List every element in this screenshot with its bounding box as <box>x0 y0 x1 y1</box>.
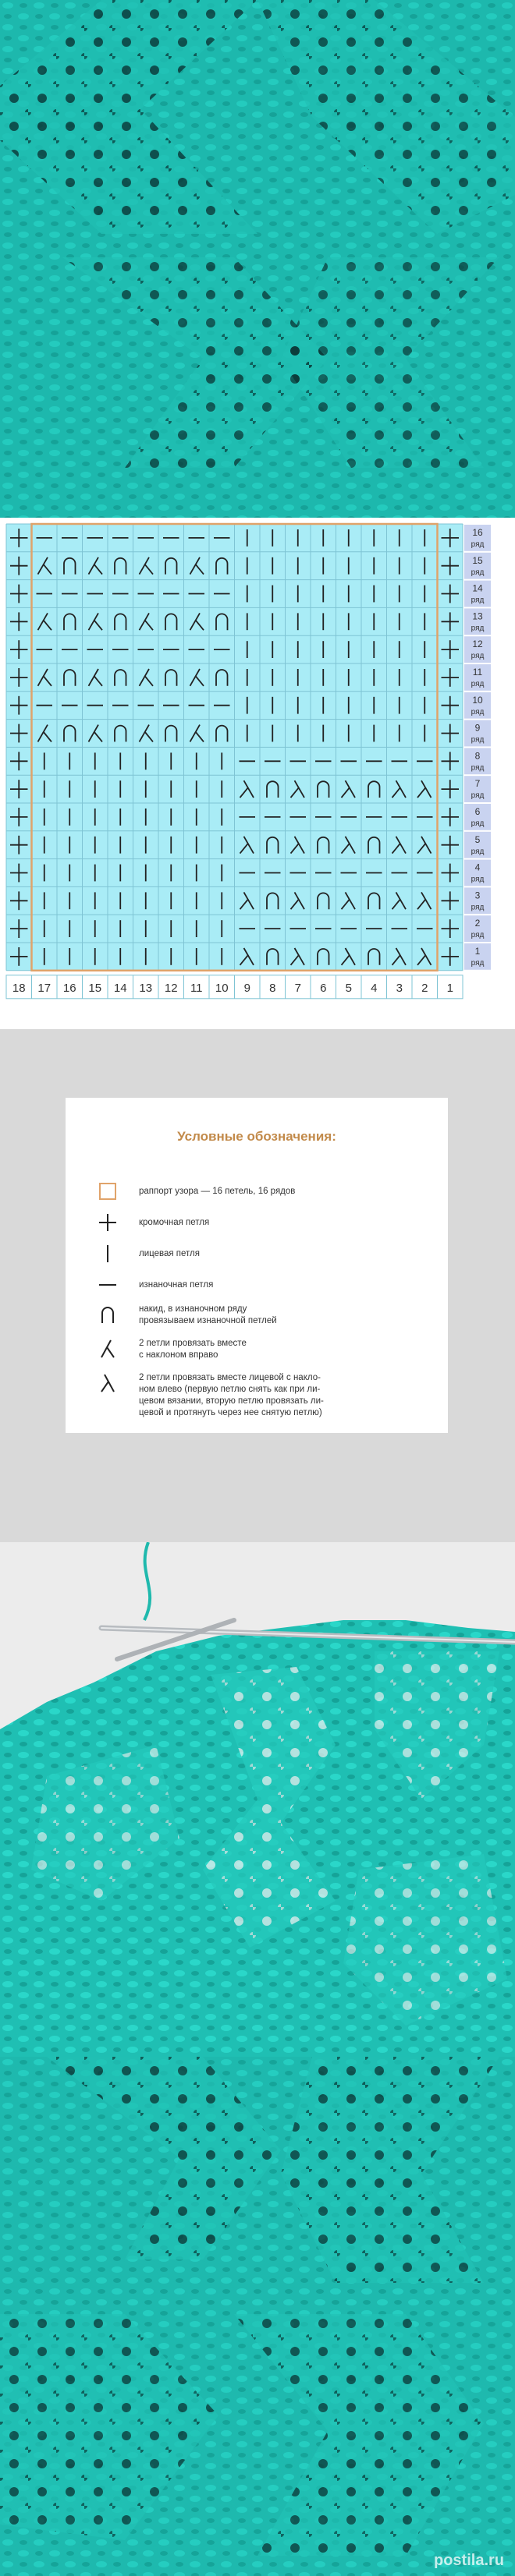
ssk-left-icon <box>95 1371 120 1396</box>
column-number-label: 3 <box>396 981 403 995</box>
column-number-label: 2 <box>421 981 428 995</box>
row-word-label: ряд <box>471 652 485 661</box>
repeat-box-icon <box>95 1179 120 1204</box>
column-number-label: 7 <box>294 981 301 995</box>
column-number-label: 6 <box>320 981 327 995</box>
row-word-label: ряд <box>471 680 485 688</box>
legend-text-purl: изнаночная петля <box>139 1280 214 1290</box>
knit-stitch-icon <box>95 1241 120 1266</box>
knit-swatch-photo-bottom <box>0 2057 515 2576</box>
row-number-label: 4 <box>474 862 481 873</box>
legend-text-edge: кромочная петля <box>139 1218 210 1227</box>
yarn-over-icon <box>95 1302 120 1327</box>
row-word-label: ряд <box>471 903 485 912</box>
row-word-label: ряд <box>471 959 485 968</box>
row-word-label: ряд <box>471 624 485 633</box>
row-number-label: 3 <box>474 890 481 901</box>
column-number-label: 8 <box>269 981 276 995</box>
row-number-label: 2 <box>474 918 481 929</box>
watermark: postila.ru <box>433 2552 504 2569</box>
row-number-label: 13 <box>472 610 483 622</box>
row-number-label: 1 <box>474 946 481 957</box>
knitting-chart <box>0 518 515 1032</box>
column-number-label: 9 <box>243 981 250 995</box>
row-word-label: ряд <box>471 819 485 828</box>
legend-section <box>0 1029 515 1542</box>
row-number-label: 10 <box>472 694 483 706</box>
row-number-label: 16 <box>472 527 483 538</box>
row-word-label: ряд <box>471 791 485 801</box>
row-number-label: 8 <box>474 750 481 762</box>
legend-text-k2tog: 2 петли провязать вместе с наклоном вправо <box>139 1339 247 1360</box>
row-word-label: ряд <box>471 596 485 605</box>
row-word-label: ряд <box>471 847 485 856</box>
edge-stitch-icon <box>95 1210 120 1235</box>
row-word-label: ряд <box>471 707 485 717</box>
column-number-label: 17 <box>37 981 52 995</box>
knit-swatch-photo-top <box>0 0 515 518</box>
legend-text-knit: лицевая петля <box>139 1249 200 1258</box>
row-number-label: 14 <box>472 582 483 594</box>
row-number-label: 9 <box>474 722 481 734</box>
column-number-label: 12 <box>164 981 178 995</box>
column-number-label: 14 <box>113 981 127 995</box>
legend-card <box>66 1098 448 1433</box>
row-word-label: ряд <box>471 875 485 884</box>
knit-swatch-photo-needle <box>0 1542 515 2057</box>
column-number-label: 10 <box>215 981 229 995</box>
row-word-label: ряд <box>471 568 485 577</box>
legend-text-repeat: раппорт узора — 16 петель, 16 рядов <box>139 1187 296 1196</box>
row-number-label: 15 <box>472 554 483 566</box>
k2tog-right-icon <box>95 1336 120 1361</box>
purl-stitch-icon <box>95 1272 120 1297</box>
column-number-label: 18 <box>12 981 26 995</box>
row-word-label: ряд <box>471 540 485 549</box>
column-number-label: 16 <box>62 981 76 995</box>
legend-title: Условные обозначения: <box>177 1129 336 1144</box>
row-word-label: ряд <box>471 763 485 773</box>
column-number-label: 11 <box>190 981 203 995</box>
row-number-label: 12 <box>472 639 483 650</box>
column-number-label: 1 <box>446 981 453 995</box>
legend-text-yo: накид, в изнаночном ряду провязываем изнаночной петлей <box>139 1304 277 1325</box>
column-number-label: 5 <box>345 981 352 995</box>
legend-text-ssk: 2 петли провязать вместе лицевой с накло- ном влево (первую петлю снять как при ли- цевом вязании, вторую петлю провязать ли- цевой и протянуть через нее снятую петлю) <box>139 1373 324 1417</box>
row-number-label: 5 <box>474 833 481 845</box>
column-number-label: 13 <box>139 981 153 995</box>
column-number-label: 15 <box>88 981 102 995</box>
row-word-label: ряд <box>471 931 485 940</box>
row-number-label: 11 <box>472 667 483 678</box>
column-number-label: 4 <box>371 981 378 995</box>
row-number-label: 6 <box>474 806 481 817</box>
row-number-label: 7 <box>474 778 481 790</box>
row-word-label: ряд <box>471 735 485 745</box>
